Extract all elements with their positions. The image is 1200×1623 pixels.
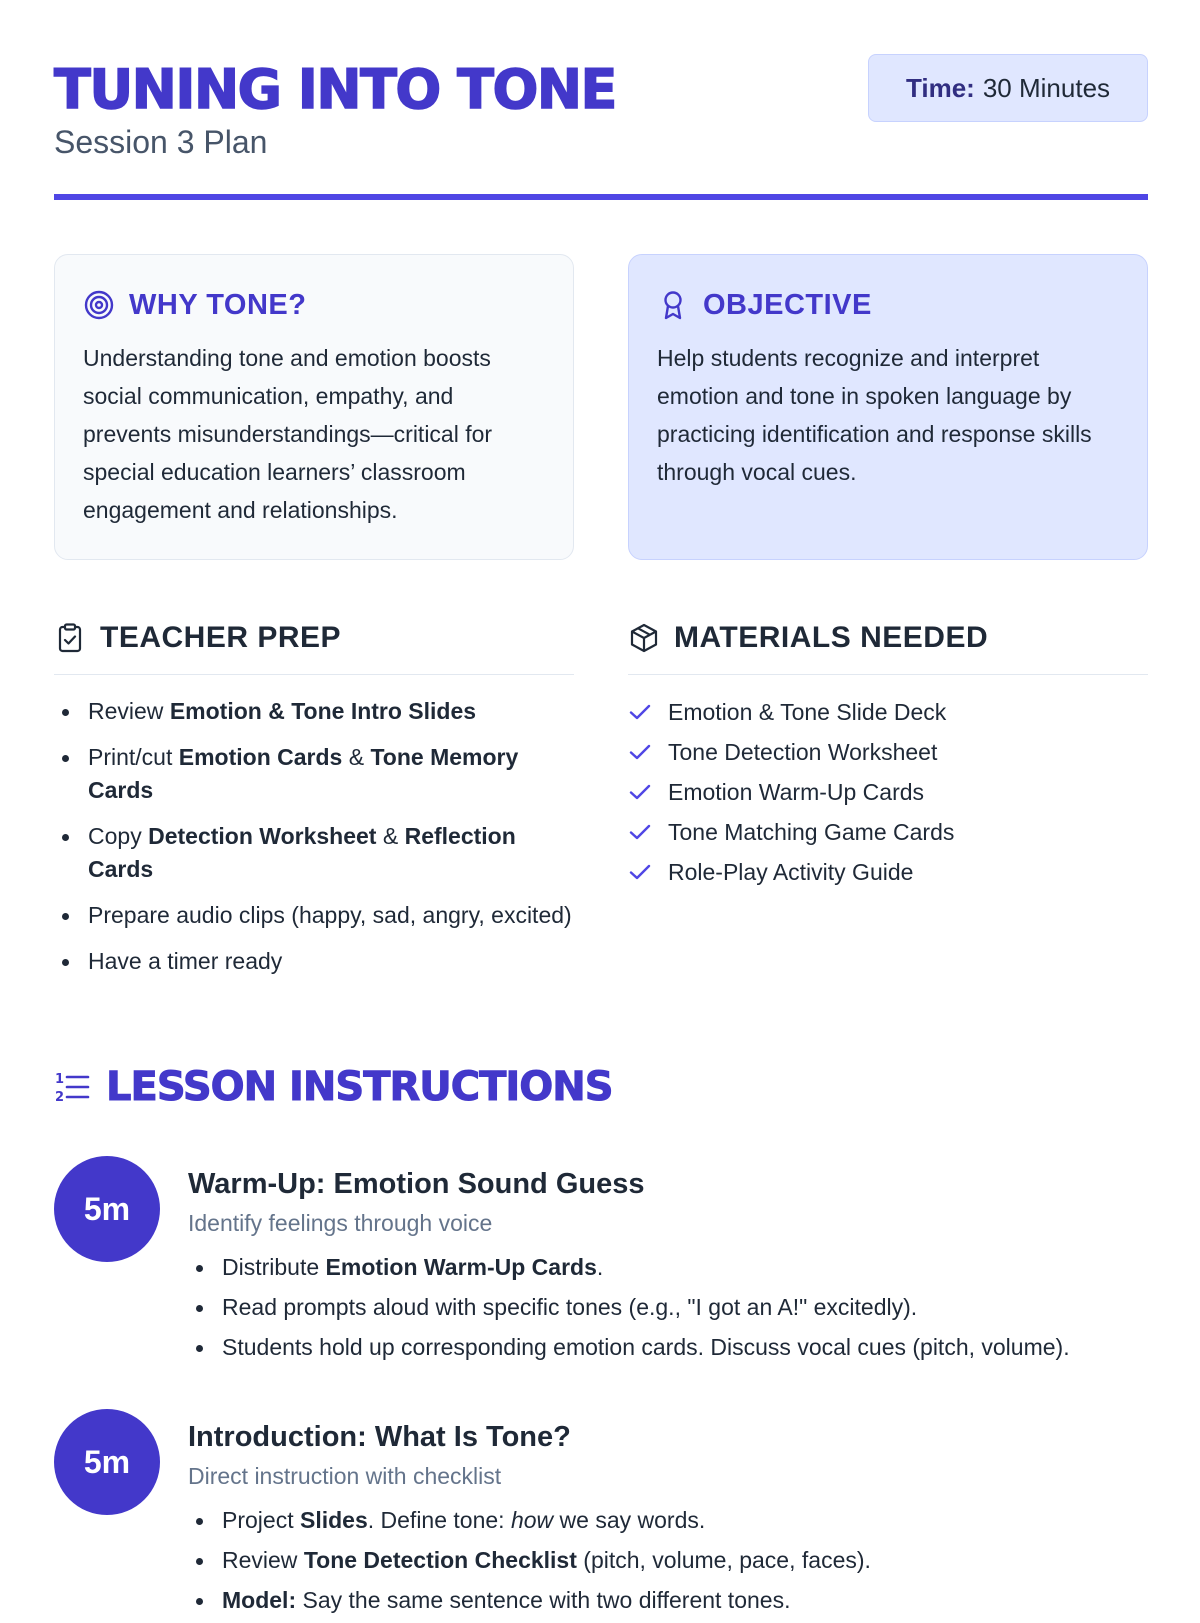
step-list <box>188 1250 1148 1364</box>
check-icon <box>628 780 652 804</box>
list-item: Model: Say the same sentence with two different tones. <box>188 1583 1148 1617</box>
why-tone-card <box>54 254 574 560</box>
list-item: Emotion Warm-Up Cards <box>628 775 1148 809</box>
step-title: Introduction: What Is Tone? <box>188 1421 571 1453</box>
list-item: Print/cut Emotion Cards & Tone Memory Cards <box>54 741 574 807</box>
materials-list <box>628 695 1148 889</box>
list-item: Project Slides. Define tone: how we say words. <box>188 1503 1148 1537</box>
svg-text:2: 2 <box>55 1090 65 1105</box>
list-item: Read prompts aloud with specific tones (e.g., "I got an A!" excitedly). <box>188 1290 1148 1324</box>
check-icon <box>628 860 652 884</box>
list-item: Have a timer ready <box>54 945 574 978</box>
list-item: Role-Play Activity Guide <box>628 855 1148 889</box>
time-badge <box>868 54 1148 122</box>
box-icon <box>628 622 660 654</box>
materials-section <box>628 612 1148 895</box>
list-item: Tone Detection Worksheet <box>628 735 1148 769</box>
teacher-prep-section <box>54 612 574 991</box>
svg-text:1: 1 <box>55 1072 65 1087</box>
list-item: Distribute Emotion Warm-Up Cards. <box>188 1250 1148 1284</box>
step-title: Warm-Up: Emotion Sound Guess <box>188 1168 645 1200</box>
objective-title: OBJECTIVE <box>703 288 872 321</box>
page-title: TUNING INTO TONE <box>54 58 616 121</box>
numbered-list-icon <box>54 1069 90 1105</box>
step-time-badge: 5m <box>54 1156 160 1262</box>
award-icon <box>657 289 689 321</box>
materials-title: MATERIALS NEEDED <box>674 621 989 654</box>
lesson-instructions-title: LESSON INSTRUCTIONS <box>106 1064 613 1110</box>
teacher-prep-title: TEACHER PREP <box>100 621 342 654</box>
list-item: Tone Matching Game Cards <box>628 815 1148 849</box>
header <box>54 52 1148 202</box>
objective-card <box>628 254 1148 560</box>
check-icon <box>628 820 652 844</box>
step-subtitle: Identify feelings through voice <box>188 1210 493 1236</box>
list-item: Copy Detection Worksheet & Reflection Cards <box>54 820 574 886</box>
step-time-badge: 5m <box>54 1409 160 1515</box>
check-icon <box>628 700 652 724</box>
clipboard-check-icon <box>54 622 86 654</box>
teacher-prep-list <box>54 695 574 978</box>
time-label: Time: <box>905 72 975 103</box>
target-icon <box>83 289 115 321</box>
objective-body: Help students recognize and interpret emotion and tone in spoken language by practicing identification and response skills through vocal cues. <box>657 345 1092 485</box>
check-icon <box>628 740 652 764</box>
header-divider <box>54 194 1148 200</box>
time-value: 30 Minutes <box>982 72 1111 103</box>
why-tone-title: WHY TONE? <box>129 288 307 321</box>
list-item: Prepare audio clips (happy, sad, angry, excited) <box>54 899 574 932</box>
list-item: Review Emotion & Tone Intro Slides <box>54 695 574 728</box>
list-item: Emotion & Tone Slide Deck <box>628 695 1148 729</box>
list-item: Review Tone Detection Checklist (pitch, volume, pace, faces). <box>188 1543 1148 1577</box>
page-subtitle: Session 3 Plan <box>54 124 268 160</box>
list-item: Students hold up corresponding emotion cards. Discuss vocal cues (pitch, volume). <box>188 1330 1148 1364</box>
why-tone-body: Understanding tone and emotion boosts social communication, empathy, and prevents misunderstandings—critical for special education learners’ classroom engagement and relationships. <box>83 345 493 523</box>
step-subtitle: Direct instruction with checklist <box>188 1463 502 1489</box>
lesson-instructions-heading <box>54 1064 613 1110</box>
